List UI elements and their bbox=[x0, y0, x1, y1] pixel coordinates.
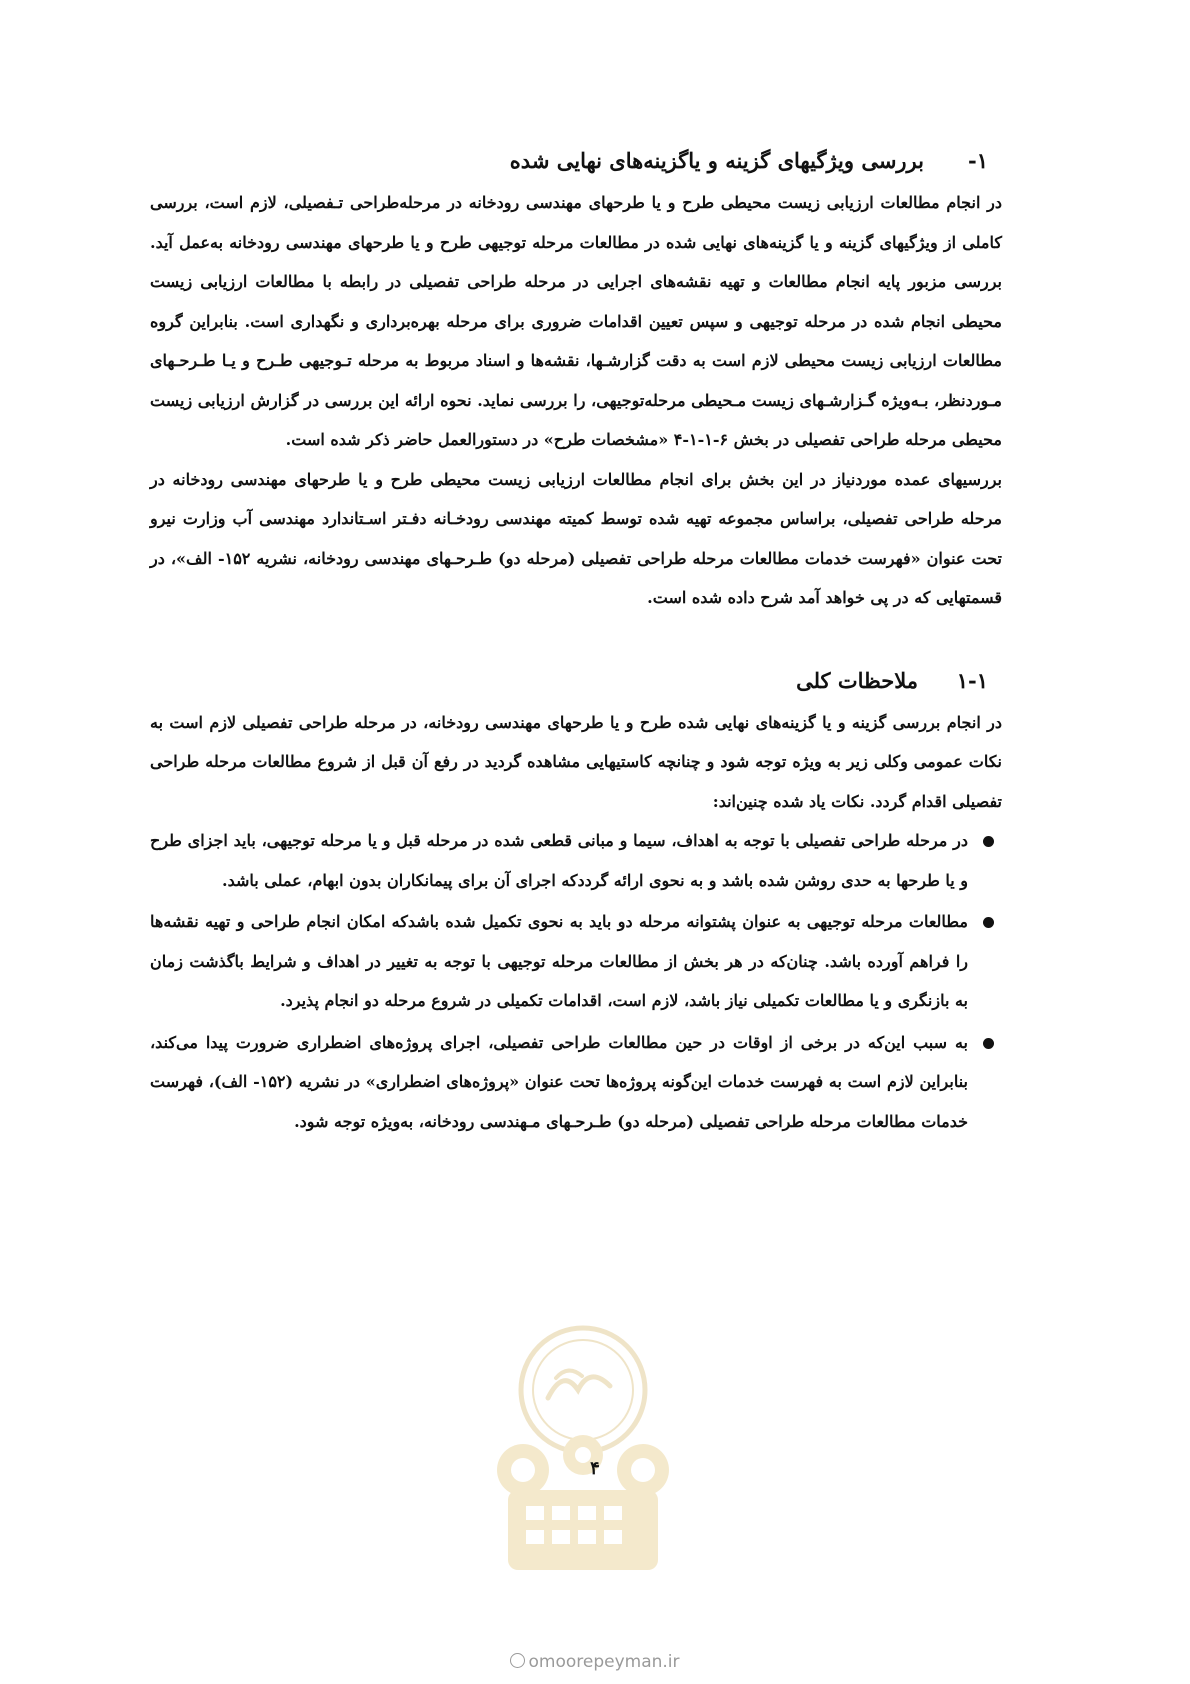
section-1-1-title: ملاحظات کلی bbox=[796, 667, 918, 693]
list-item bbox=[150, 1023, 1002, 1142]
watermark-url-text: omoorepeyman.ir bbox=[528, 1652, 680, 1672]
section-1-paragraph-2: بررسیهای عمده موردنیاز در این بخش برای انجام مطالعات ارزیابی زیست محیطی طرح و یا طرحهای مهندسی رودخانه در مرحله طراحی تفصیلی، براساس مجموعه تهیه شده توسط کمیته مهندسی رودخـانه دفـتر اسـتاندارد مهندسی آب وزارت نیرو تحت عنوان «فهرست خدمات مطالعات مرحله طراحی تفصیلی (مرحله دو) طـرحـهای مهندسی رودخانه، نشریه ۱۵۲- الف»، در قسمتهایی که در پی خواهد آمد شرح داده شده است. bbox=[150, 469, 1002, 607]
section-1-title: بررسی ویژگیهای گزینه و یاگزینه‌های نهایی شده bbox=[509, 148, 924, 173]
list-item-text: مطالعات مرحله توجیهی به عنوان پشتوانه مرحله دو باید به نحوی تکمیل شده باشدکه امکان انجام طراحی و تهیه نقشه‌ها را فراهم آورده باشد. چنان‌که در هر بخش از مطالعات مرحله توجیهی با توجه به تغییر در اهداف و شرایط باگذشت زمان به بازنگری و یا مطالعات تکمیلی نیاز باشد، لازم است، اقدامات تکمیلی در شروع مرحله دو انجام پذیرد. bbox=[150, 912, 969, 1010]
globe-icon bbox=[510, 1653, 525, 1668]
list-item-text: در مرحله طراحی تفصیلی با توجه به اهداف، سیما و مبانی قطعی شده در مرحله قبل و یا مرحله توجیهی، باید اجزای طرح و یا طرحها به حدی روشن شده باشد و به نحوی ارائه گرددکه اجرای آن برای پیمانکاران بدون ابهام، عملی باشد. bbox=[150, 831, 968, 890]
section-1-number: ۱- bbox=[968, 148, 988, 173]
section-spacer bbox=[150, 618, 1002, 668]
list-item bbox=[150, 821, 1002, 900]
page-content bbox=[150, 148, 1002, 1143]
bullet-dot-icon bbox=[983, 836, 994, 847]
list-item-text: به سبب این‌که در برخی از اوقات در حین مطالعات طراحی تفصیلی، اجرای پروژه‌های اضطراری ضرورت پیدا می‌کند، بنابراین لازم است به فهرست خدمات این‌گونه پروژه‌ها تحت عنوان «پروژه‌های اضطراری» در نشریه (۱۵۲- الف)، فهرست خدمات مطالعات مرحله طراحی تفصیلی (مرحله دو) طـرحـهای مـهندسی رودخانه، به‌ویژه توجه شود. bbox=[150, 1032, 968, 1131]
section-1-paragraph-1: در انجام مطالعات ارزیابی زیست محیطی طرح و یا طرحهای مهندسی رودخانه در مرحله‌طراحی تـفصیلی، لازم است، بررسی کاملی از ویژگیهای گزینه و یا گزینه‌های نهایی شده در مطالعات مرحله توجیهی طرح و یا طرحهای مهندسی رودخانه به‌عمل آید. بررسی مزبور پایه انجام مطالعات و تهیه نقشه‌های اجرایی در مرحله طراحی تفصیلی در رابطه با مطالعات ارزیابی زیست محیطی انجام شده در مرحله توجیهی و سپس تعیین اقدامات ضروری برای مرحله بهره‌برداری و نگهداری است. بنابراین گروه مطالعات ارزیابی زیست محیطی لازم است به دقت گزارشـها، نقشه‌ها و اسناد مربوط به مرحله تـوجیهی طـرح و یـا طـرحـهای مـوردنظر، بـه‌ویژه گـزارشـهای زیست مـحیطی مرحله‌توجیهی، را بررسی نماید. نحوه ارائه این بررسی در گزارش ارزیابی زیست محیطی مرحله طراحی تفصیلی در بخش ۶-۱-۱-۴ «مشخصات طرح» در دستورالعمل حاضر ذکر شده است. bbox=[150, 193, 1002, 449]
section-1-heading bbox=[150, 148, 1002, 173]
considerations-list bbox=[150, 821, 1002, 1141]
watermark-url bbox=[0, 1652, 1190, 1672]
bullet-dot-icon bbox=[983, 917, 994, 928]
list-item bbox=[150, 902, 1002, 1021]
bullet-dot-icon bbox=[983, 1038, 994, 1049]
page-number: ۴ bbox=[590, 1458, 600, 1479]
section-1-1-number: ۱-۱ bbox=[956, 667, 988, 693]
section-1-1-heading bbox=[150, 668, 1002, 693]
section-1-1-intro: در انجام بررسی گزینه و یا گزینه‌های نهایی شده طرح و یا طرحهای مهندسی رودخانه، در مرحله طراحی تفصیلی لازم است به نکات عمومی وکلی زیر به ویژه توجه شود و چنانچه کاستیهایی مشاهده گردید در رفع آن قبل از شروع مطالعات مرحله طراحی تفصیلی اقدام گردد. نکات یاد شده چنین‌اند: bbox=[150, 712, 1003, 811]
